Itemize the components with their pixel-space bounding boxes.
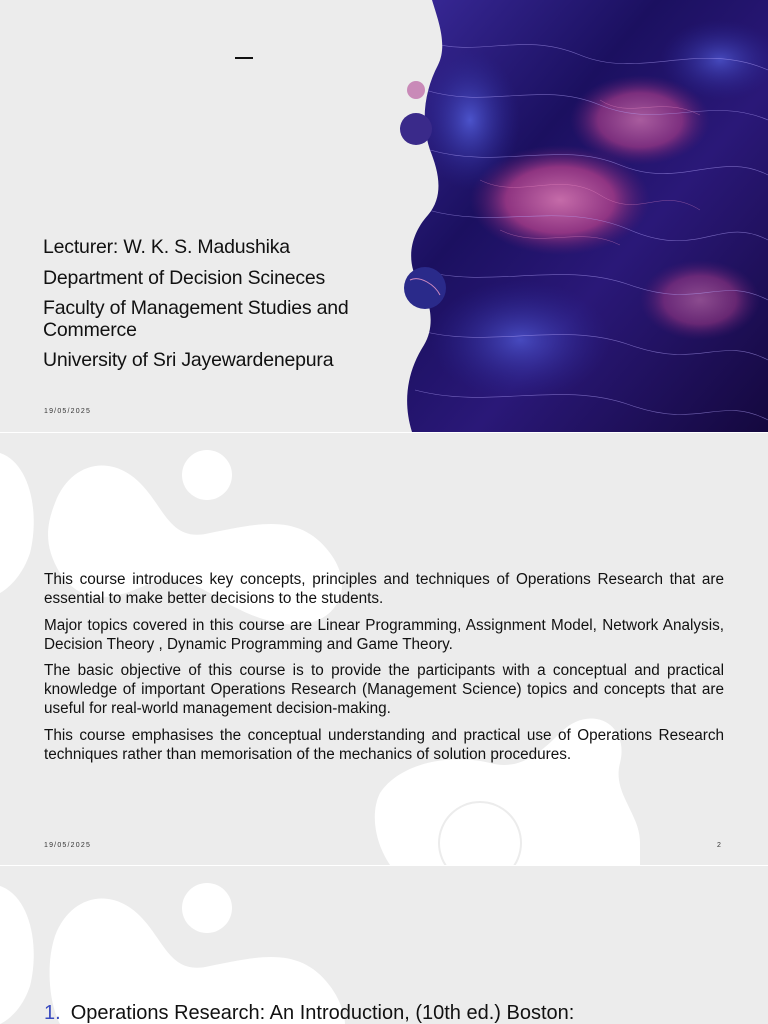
slide-date: 19/05/2025	[44, 842, 92, 849]
course-description	[44, 570, 724, 771]
title-placeholder-dash	[235, 57, 253, 59]
paragraph-intro: This course introduces key concepts, principles and techniques of Operations Research that are essential to make better decisions to the students.	[44, 571, 724, 607]
slide-references	[0, 866, 768, 1024]
paragraph-topics: Major topics covered in this course are Linear Programming, Assignment Model, Network Analysis, Decision Theory , Dynamic Programming and Game Theory.	[44, 616, 724, 653]
decorative-blobs	[0, 866, 768, 1024]
department-name: Department of Decision Scineces	[43, 266, 326, 289]
small-orb	[407, 81, 425, 99]
reference-item	[44, 1002, 574, 1024]
page-number: 2	[717, 842, 721, 849]
small-orb	[400, 113, 432, 145]
faculty-name: Faculty of Management Studies and Commerce	[43, 297, 349, 341]
paragraph-objective: The basic objective of this course is to provide the participants with a conceptual and practical knowledge of important Operations Research (Management Science) topics and concepts that are useful for real-world management decision-making.	[44, 662, 724, 717]
university-name: University of Sri Jayewardenepura	[43, 349, 334, 371]
paragraph-emphasis: This course emphasises the conceptual understanding and practical use of Operations Research techniques rather than memorisation of the mechanics of solution procedures.	[44, 726, 724, 763]
slide-title	[0, 0, 768, 432]
reference-text: Operations Research: An Introduction, (10th ed.) Boston:	[70, 1002, 575, 1024]
lecturer-name: Lecturer: W. K. S. Madushika	[43, 236, 290, 258]
small-orb	[404, 267, 446, 309]
lecturer-info	[43, 236, 403, 380]
slide-date: 19/05/2025	[44, 408, 92, 415]
reference-number: 1.	[44, 1002, 61, 1024]
